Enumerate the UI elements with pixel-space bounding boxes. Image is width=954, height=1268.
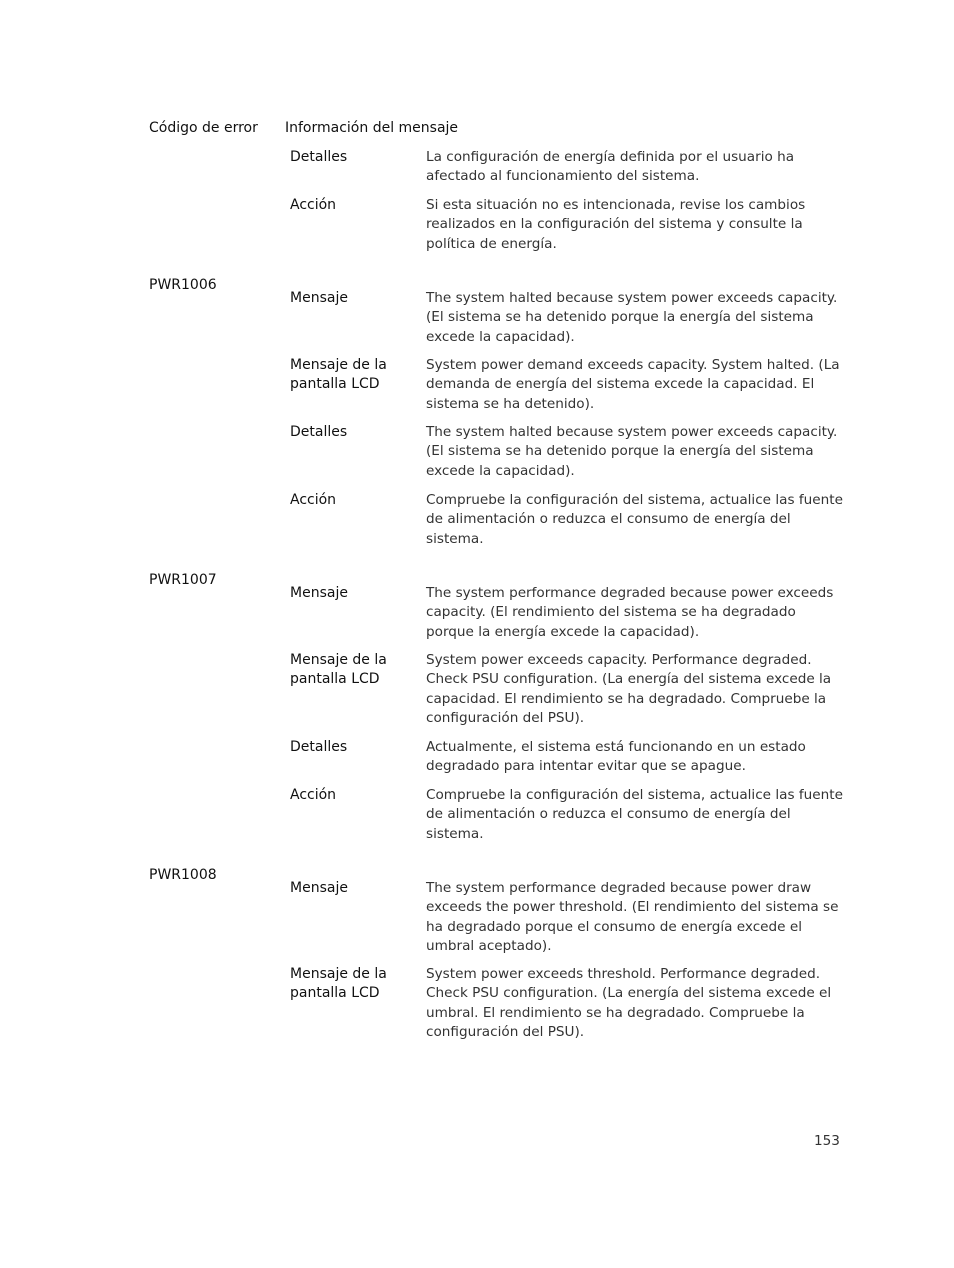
row-label: Mensaje (290, 585, 348, 601)
row-text: Actualmente, el sistema está funcionando en un estado degradado para intentar evitar que se apague. (426, 739, 806, 775)
row-label: Detalles (290, 149, 348, 165)
row-text: System power exceeds capacity. Performance degraded. Check PSU configuration. (La energía del sistema excede la capacidad. El rendimiento se ha degradado. Compruebe la configuración del PSU). (426, 652, 832, 726)
row-text: La configuración de energía definida por el usuario ha afectado al funcionamiento del sistema. (426, 149, 795, 185)
row-text: The system halted because system power exceeds capacity. (El sistema se ha detenido porque la energía del sistema excede la capacidad). (426, 424, 838, 479)
row-text: The system performance degraded because power draw exceeds the power threshold. (El rendimiento del sistema se ha degradado porque el consumo de energía excede el umbral aceptado). (426, 880, 839, 954)
row-label: Mensaje (290, 880, 348, 896)
row-label: Mensaje de la pantalla LCD (290, 357, 387, 393)
row-text: Si esta situación no es intencionada, revise los cambios realizados en la configuración del sistema y consulte la política de energía. (426, 197, 806, 252)
row-text: System power exceeds threshold. Performance degraded. Check PSU configuration. (La energía del sistema excede el umbral. El rendimiento se ha degradado. Compruebe la configuración del PSU). (426, 966, 832, 1040)
row-label: Detalles (290, 739, 348, 755)
row-label: Mensaje de la pantalla LCD (290, 652, 387, 688)
row-text: The system halted because system power exceeds capacity. (El sistema se ha detenido porque la energía del sistema excede la capacidad). (426, 290, 838, 345)
row-label: Acción (290, 787, 337, 803)
row-label: Acción (290, 492, 337, 508)
row-label: Detalles (290, 424, 348, 440)
page-number: 153 (814, 1133, 840, 1149)
column-header-error-code: Código de error (149, 120, 258, 136)
row-text: The system performance degraded because power exceeds capacity. (El rendimiento del sistema se ha degradado porque la energía excede la capacidad). (426, 585, 834, 640)
column-header-message-info: Información del mensaje (285, 120, 459, 136)
row-text: Compruebe la configuración del sistema, actualice las fuente de alimentación o reduzca el consumo de energía del sistema. (426, 787, 843, 842)
row-text: System power demand exceeds capacity. System halted. (La demanda de energía del sistema excede la capacidad. El sistema se ha detenido). (426, 357, 840, 412)
row-label: Mensaje de la pantalla LCD (290, 966, 387, 1002)
error-code-pwr1007: PWR1007 (149, 572, 217, 588)
row-label: Acción (290, 197, 337, 213)
row-label: Mensaje (290, 290, 348, 306)
error-code-pwr1006: PWR1006 (149, 277, 217, 293)
error-code-pwr1008: PWR1008 (149, 867, 217, 883)
row-text: Compruebe la configuración del sistema, actualice las fuente de alimentación o reduzca el consumo de energía del sistema. (426, 492, 843, 547)
